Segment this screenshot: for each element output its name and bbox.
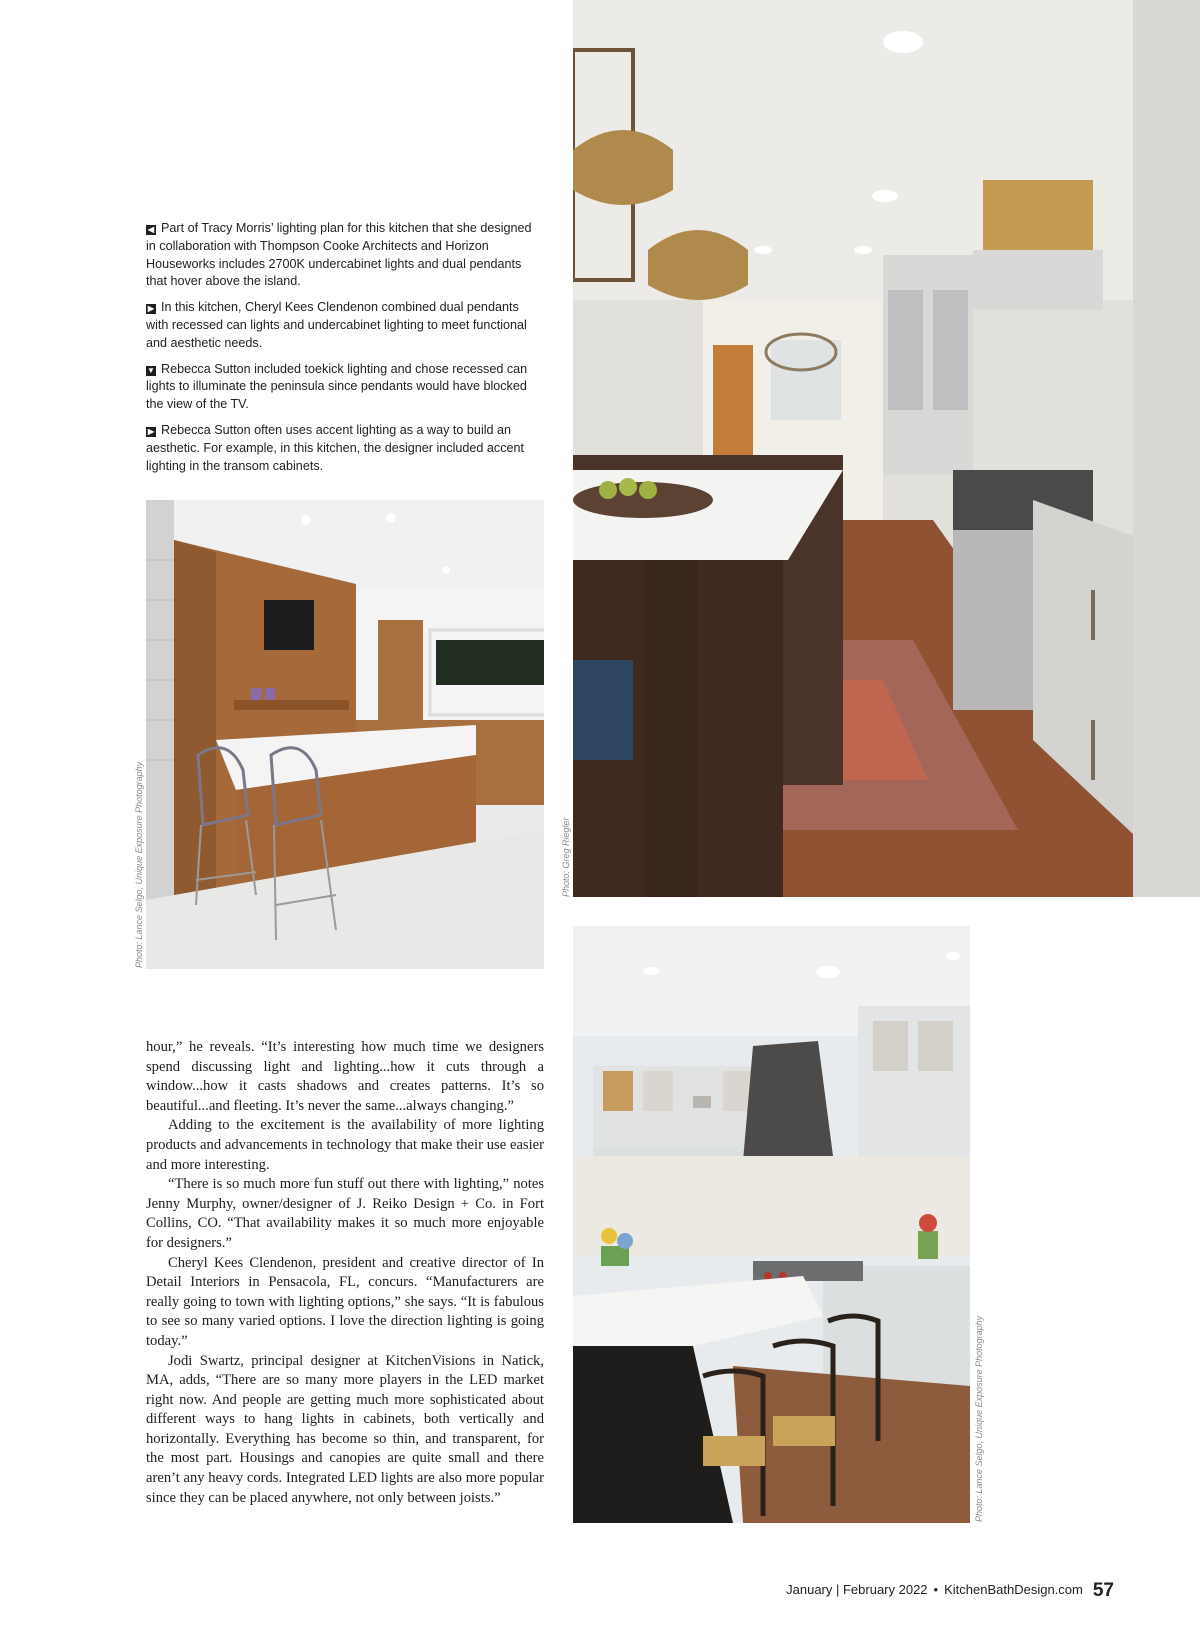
site-url: KitchenBathDesign.com xyxy=(944,1582,1083,1597)
photo-captions xyxy=(146,220,544,483)
issue-date: January | February 2022 xyxy=(786,1582,928,1597)
arrow-left-icon: ◀ xyxy=(147,225,155,234)
photo-credit-white: Photo: Lance Selgo, Unique Exposure Photography xyxy=(974,1315,984,1522)
caption-1 xyxy=(146,220,544,291)
gray-kitchen-photo xyxy=(573,0,1200,897)
body-paragraph: “There is so much more fun stuff out there with lighting,” notes Jenny Murphy, owner/designer of J. Reiko Design + Co. in Fort Collins, CO. “That availability makes it so much more enjoyable for designers.” xyxy=(146,1176,544,1251)
arrow-right-icon: ▶ xyxy=(147,304,155,314)
body-paragraph: hour,” he reveals. “It’s interesting how much time we designers spend discussing light and lighting...how it cuts through a window...how it casts shadows and creates patterns. It’s so beautiful...and fleeting. It’s never the same...always changing.” xyxy=(146,1039,544,1114)
photo-credit-gray: Photo: Greg Riegler xyxy=(561,817,571,897)
footer-separator: • xyxy=(933,1582,939,1597)
arrow-down-icon: ▼ xyxy=(147,365,155,375)
body-paragraph: Jodi Swartz, principal designer at KitchenVisions in Natick, MA, adds, “There are so many more players in the LED market right now. And people are getting much more sophisticated about different ways to hang lights in cabinets, both vertically and horizontally. Everything has become so thin, and transparent, for the most part. Housings and canopies are quite small and there aren’t any heavy cords. Integrated LED lights are also more popular since they can be placed anywhere, not only between joists.” xyxy=(146,1352,544,1506)
photo-credit-walnut: Photo: Lance Selgo, Unique Exposure Photography xyxy=(134,761,144,968)
arrow-right-icon: ▶ xyxy=(147,426,155,436)
walnut-kitchen-photo xyxy=(146,500,544,969)
caption-1-text: Part of Tracy Morris’ lighting plan for this kitchen that she designed in collaboration with Thompson Cooke Architects and Horizon Houseworks includes 2700K undercabinet lights and dual pendants that hover above the island. xyxy=(146,221,532,289)
caption-2 xyxy=(146,299,544,352)
caption-3-text: Rebecca Sutton included toekick lighting and chose recessed can lights to illuminate the peninsula since pendants would have blocked the view of the TV. xyxy=(146,361,528,412)
caption-4 xyxy=(146,422,544,475)
page-number: 57 xyxy=(1092,1580,1114,1601)
caption-4-text: Rebecca Sutton often uses accent lighting as a way to build an aesthetic. For example, in this kitchen, the designer included accent lighting in the transom cabinets. xyxy=(146,422,525,473)
caption-3 xyxy=(146,361,544,414)
body-paragraph: Adding to the excitement is the availability of more lighting products and advancements in technology that make their use easier and more interesting. xyxy=(146,1117,544,1173)
caption-2-text: In this kitchen, Cheryl Kees Clendenon combined dual pendants with recessed can lights and undercabinet lighting to meet functional and aesthetic needs. xyxy=(146,300,527,350)
body-paragraph: Cheryl Kees Clendenon, president and creative director of In Detail Interiors in Pensacola, FL, concurs. “Manufacturers are really going to town with lighting options,” she says. “It is fabulous to see so many varied options. I love the direction lighting is going today.” xyxy=(146,1254,544,1349)
white-kitchen-photo xyxy=(573,926,970,1523)
article-body xyxy=(146,1038,544,1508)
page-footer xyxy=(786,1580,1114,1602)
